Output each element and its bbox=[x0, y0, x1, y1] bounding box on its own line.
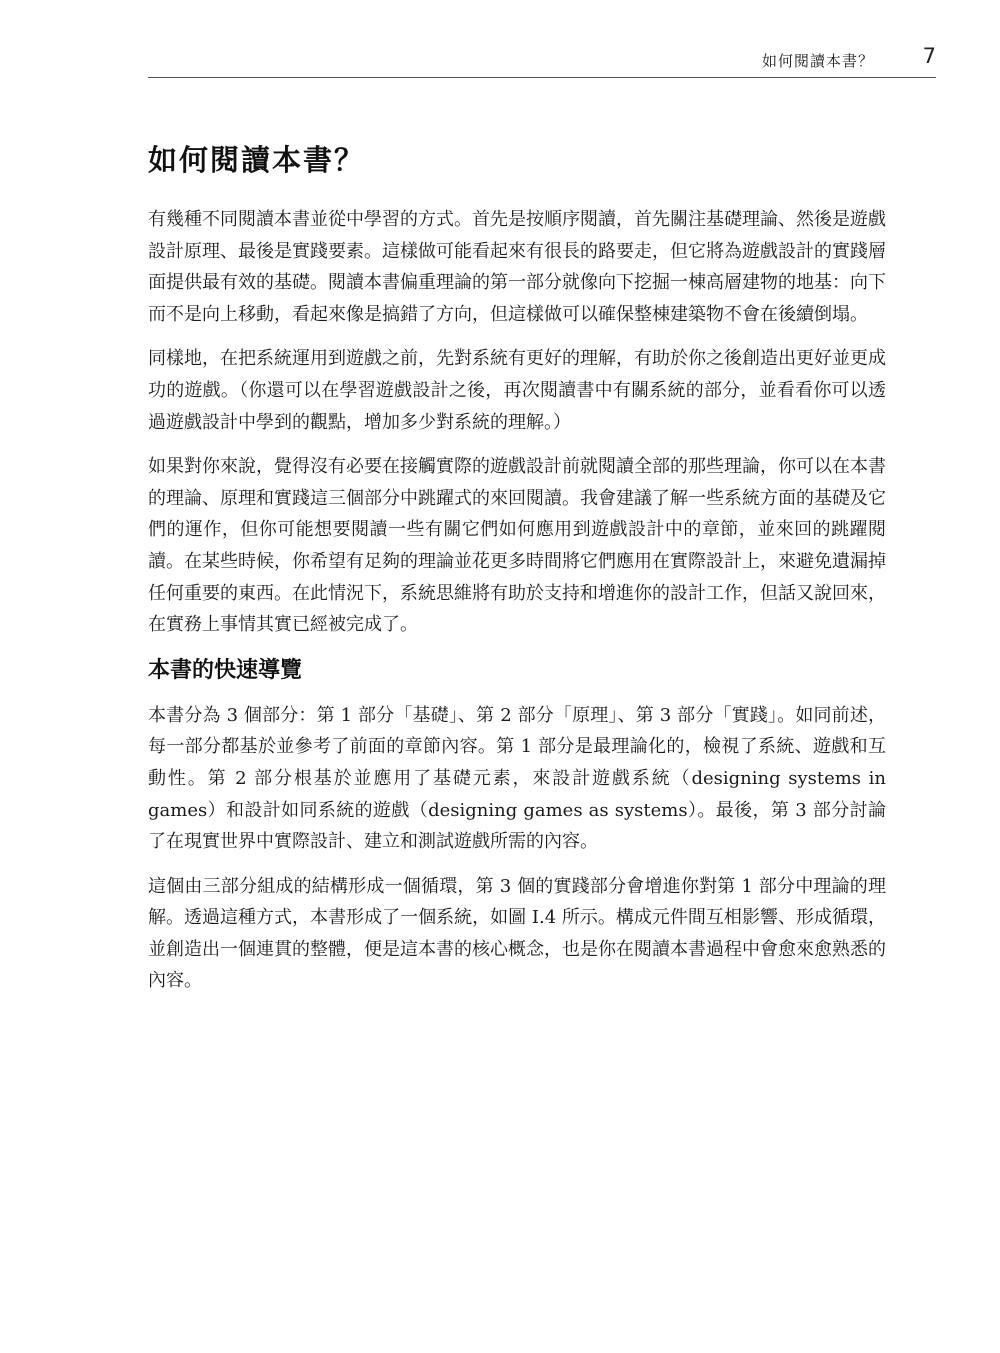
body-paragraph: 如果對你來說，覺得沒有必要在接觸實際的遊戲設計前就閱讀全部的那些理論，你可以在本書的理論、原理和實踐這三個部分中跳躍式的來回閱讀。我會建議了解一些系統方面的基礎及它們的運作，但你可能想要閱讀一些有關它們如何應用到遊戲設計中的章節，並來回的跳躍閱讀。在某些時候，你希望有足夠的理論並花更多時間將它們應用在實際設計上，來避免遺漏掉任何重要的東西。在此情況下，系統思維將有助於支持和增進你的設計工作，但話又說回來，在實務上事情其實已經被完成了。 bbox=[148, 456, 886, 636]
body-paragraph: 這個由三部分組成的結構形成一個循環，第 3 個的實踐部分會增進你對第 1 部分中理論的理解。透過這種方式，本書形成了一個系統，如圖 I.4 所示。構成元件間互相影響、形成循環，並創造出一個連貫的整體，便是這本書的核心概念，也是你在閱讀本書過程中會愈來愈熟悉的內容。 bbox=[148, 875, 886, 992]
body-paragraph: 本書分為 3 個部分：第 1 部分「基礎」、第 2 部分「原理」、第 3 部分「實踐」。如同前述，每一部分都基於並參考了前面的章節內容。第 1 部分是最理論化的，檢視了系統、遊戲和互動性。第 2 部分根基於並應用了基礎元素，來設計遊戲系統（designing systems in games）和設計如同系統的遊戲（designing games as systems）。最後，第 3 部分討論了在現實世界中實際設計、建立和測試遊戲所需的內容。 bbox=[148, 704, 886, 853]
running-header bbox=[148, 44, 936, 78]
subsection-title: 本書的快速導覽 bbox=[148, 657, 303, 683]
page-number: 7 bbox=[922, 44, 936, 68]
running-title: 如何閱讀本書？ bbox=[761, 52, 874, 70]
section-title: 如何閱讀本書？ bbox=[148, 143, 366, 177]
body-paragraph: 同樣地，在把系統運用到遊戲之前，先對系統有更好的理解，有助於你之後創造出更好並更成功的遊戲。（你還可以在學習遊戲設計之後，再次閱讀書中有關系統的部分，並看看你可以透過遊戲設計中學到的觀點，增加多少對系統的理解。） bbox=[148, 348, 886, 433]
body-paragraph: 有幾種不同閱讀本書並從中學習的方式。首先是按順序閱讀，首先關注基礎理論、然後是遊戲設計原理、最後是實踐要素。這樣做可能看起來有很長的路要走，但它將為遊戲設計的實踐層面提供最有效的基礎。閱讀本書偏重理論的第一部分就像向下挖掘一棟高層建物的地基：向下而不是向上移動，看起來像是搞錯了方向，但這樣做可以確保整棟建築物不會在後續倒塌。 bbox=[148, 209, 886, 325]
page-content bbox=[148, 140, 886, 1010]
